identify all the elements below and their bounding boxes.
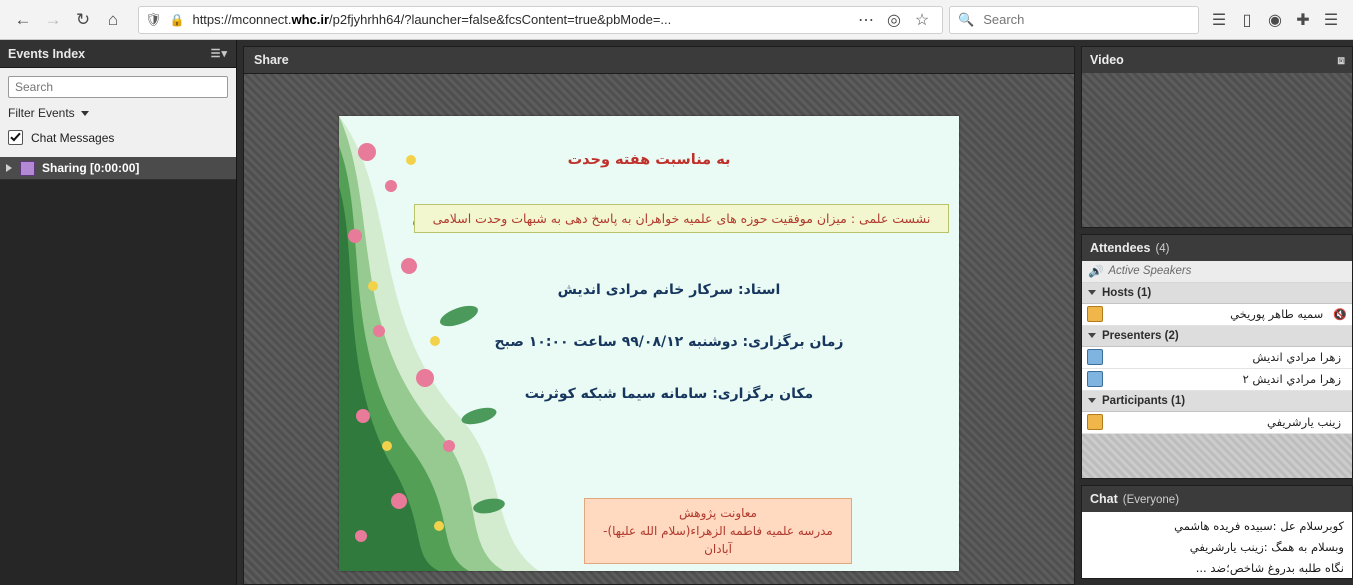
avatar — [1087, 371, 1103, 387]
share-pod-icon — [20, 161, 35, 176]
slide-line-instructor: استاد: سرکار خانم مرادی اندیش — [557, 282, 781, 298]
active-speakers-label: Active Speakers — [1108, 265, 1192, 278]
slide-footer-line-2: مدرسه علمیه فاطمه الزهراء(سلام الله علیها)- آبادان — [603, 524, 833, 556]
attendee-name: زهرا مرادي انديش — [1252, 350, 1341, 365]
chat-message: وبسلام به همگ :زينب يارشريفي — [1189, 539, 1344, 554]
lock-icon[interactable]: 🔒 — [169, 12, 185, 27]
library-icon[interactable]: ☰ — [1211, 11, 1227, 29]
slide-line-location: مکان برگزاری: سامانه سیما شبکه کوثرنت — [524, 386, 814, 402]
attendees-empty-area — [1082, 434, 1352, 478]
sidebar-icon[interactable]: ▯ — [1242, 11, 1252, 29]
extensions-icon[interactable]: ✚ — [1296, 11, 1310, 29]
events-index-controls — [0, 68, 236, 157]
url-text: https://mconnect.whc.ir/p2fjyhrhh64/?launcher=false&fcsContent=true&pbMode=... — [192, 12, 672, 27]
attendee-name: زينب يارشريفي — [1266, 415, 1341, 430]
page-actions-icon[interactable]: ⋯ — [858, 11, 874, 29]
slide-footer-line-1: معاونت پژوهش — [679, 506, 757, 520]
list-item[interactable] — [0, 157, 236, 180]
reload-button-icon[interactable]: ↻ — [75, 9, 91, 29]
browser-toolbar — [0, 0, 1353, 40]
filter-events-label: Filter Events — [8, 106, 75, 120]
video-pod-header — [1082, 47, 1352, 73]
attendee-name: زهرا مرادي انديش ۲ — [1242, 372, 1341, 387]
chevron-down-icon — [1088, 333, 1096, 338]
meeting-room — [0, 40, 1353, 585]
events-index-pod — [0, 40, 237, 585]
slide-line-time: زمان برگزاری: دوشنبه ۹۹/۰۸/۱۲ ساعت ۱۰:۰۰ صبح — [494, 334, 844, 350]
active-speakers-row — [1082, 261, 1352, 283]
chat-message: نگاه طلبه بدروغ شاخص؛ضد ... — [1195, 561, 1344, 576]
list-item[interactable] — [1082, 369, 1352, 391]
expand-triangle-icon[interactable] — [6, 164, 12, 172]
attendees-count: (4) — [1155, 242, 1170, 255]
video-pod-title: Video — [1090, 53, 1124, 67]
search-icon: 🔍 — [958, 11, 975, 27]
chat-messages-checkbox[interactable] — [8, 130, 23, 145]
attendee-name: سميه طاهر پوريخي — [1230, 307, 1324, 322]
attendees-pod-title: Attendees (4) — [1090, 240, 1170, 255]
video-pod — [1081, 46, 1353, 228]
pocket-icon[interactable]: ◎ — [887, 11, 901, 29]
chat-messages[interactable] — [1082, 512, 1352, 578]
attendees-list — [1082, 261, 1352, 478]
slide-banner: نشست علمی : میزان موفقیت حوزه های علمیه خواهران به پاسخ دهی به شبهات وحدت اسلامی — [414, 204, 949, 233]
attendee-group-participants[interactable] — [1082, 391, 1352, 412]
event-label: Sharing [0:00:00] — [42, 161, 140, 175]
home-button-icon[interactable]: ⌂ — [107, 9, 119, 29]
list-item[interactable] — [1082, 304, 1352, 326]
video-pod-body[interactable] — [1082, 73, 1352, 227]
attendees-pod-header — [1082, 235, 1352, 261]
search-input[interactable] — [981, 11, 1190, 28]
pod-options-icon[interactable]: ☰▾ — [210, 48, 228, 60]
chevron-down-icon — [1088, 290, 1096, 295]
group-label: Participants (1) — [1102, 394, 1186, 407]
attendee-group-presenters[interactable] — [1082, 326, 1352, 347]
browser-search-box[interactable] — [949, 6, 1199, 34]
attendee-group-hosts[interactable] — [1082, 283, 1352, 304]
address-bar[interactable] — [138, 6, 943, 34]
share-pod-title: Share — [254, 53, 289, 67]
chevron-down-icon — [1088, 398, 1096, 403]
avatar — [1087, 349, 1103, 365]
chat-message: كوبرسلام عل :سبيده فريده هاشمي — [1174, 518, 1344, 533]
microphone-denied-icon: 🔇 — [1333, 308, 1347, 321]
speaker-icon: 🔊 — [1088, 266, 1103, 279]
chevron-down-icon — [81, 111, 89, 116]
chat-pod — [1081, 485, 1353, 579]
events-index-empty-area — [0, 180, 236, 585]
shared-slide — [339, 116, 959, 571]
events-index-title: Events Index — [8, 46, 86, 61]
back-button-icon[interactable]: ← — [14, 9, 32, 29]
list-item[interactable] — [1082, 412, 1352, 434]
events-index-header — [0, 40, 236, 68]
hamburger-menu-icon[interactable]: ☰ — [1323, 11, 1339, 29]
expand-icon[interactable]: ⧈ — [1337, 52, 1344, 67]
events-search-input[interactable] — [8, 76, 228, 98]
share-canvas[interactable] — [243, 73, 1075, 585]
group-label: Hosts (1) — [1102, 286, 1152, 299]
chat-scope: (Everyone) — [1122, 493, 1180, 506]
bookmark-star-icon[interactable]: ☆ — [914, 11, 930, 29]
slide-footer — [584, 498, 852, 564]
account-circle-icon[interactable]: ◉ — [1268, 11, 1282, 29]
chat-pod-header — [1082, 486, 1352, 512]
attendees-pod — [1081, 234, 1353, 479]
filter-events-dropdown[interactable] — [8, 106, 228, 120]
list-item[interactable] — [1082, 347, 1352, 369]
chat-pod-title: Chat (Everyone) — [1090, 491, 1180, 506]
share-pod-header — [243, 46, 1075, 73]
chat-messages-label: Chat Messages — [31, 130, 115, 145]
browser-toolbar-icons — [1205, 6, 1345, 34]
tracking-shield-icon[interactable]: 🛡 — [145, 11, 162, 27]
group-label: Presenters (2) — [1102, 329, 1179, 342]
right-pod-column — [1081, 40, 1353, 585]
avatar — [1087, 306, 1103, 322]
forward-button-icon[interactable]: → — [44, 9, 62, 29]
share-pod — [237, 40, 1081, 585]
slide-title: به مناسبت هفته وحدت — [567, 152, 731, 168]
avatar — [1087, 414, 1103, 430]
chat-messages-checkbox-row[interactable] — [8, 130, 228, 153]
slide-text-content — [339, 116, 959, 571]
